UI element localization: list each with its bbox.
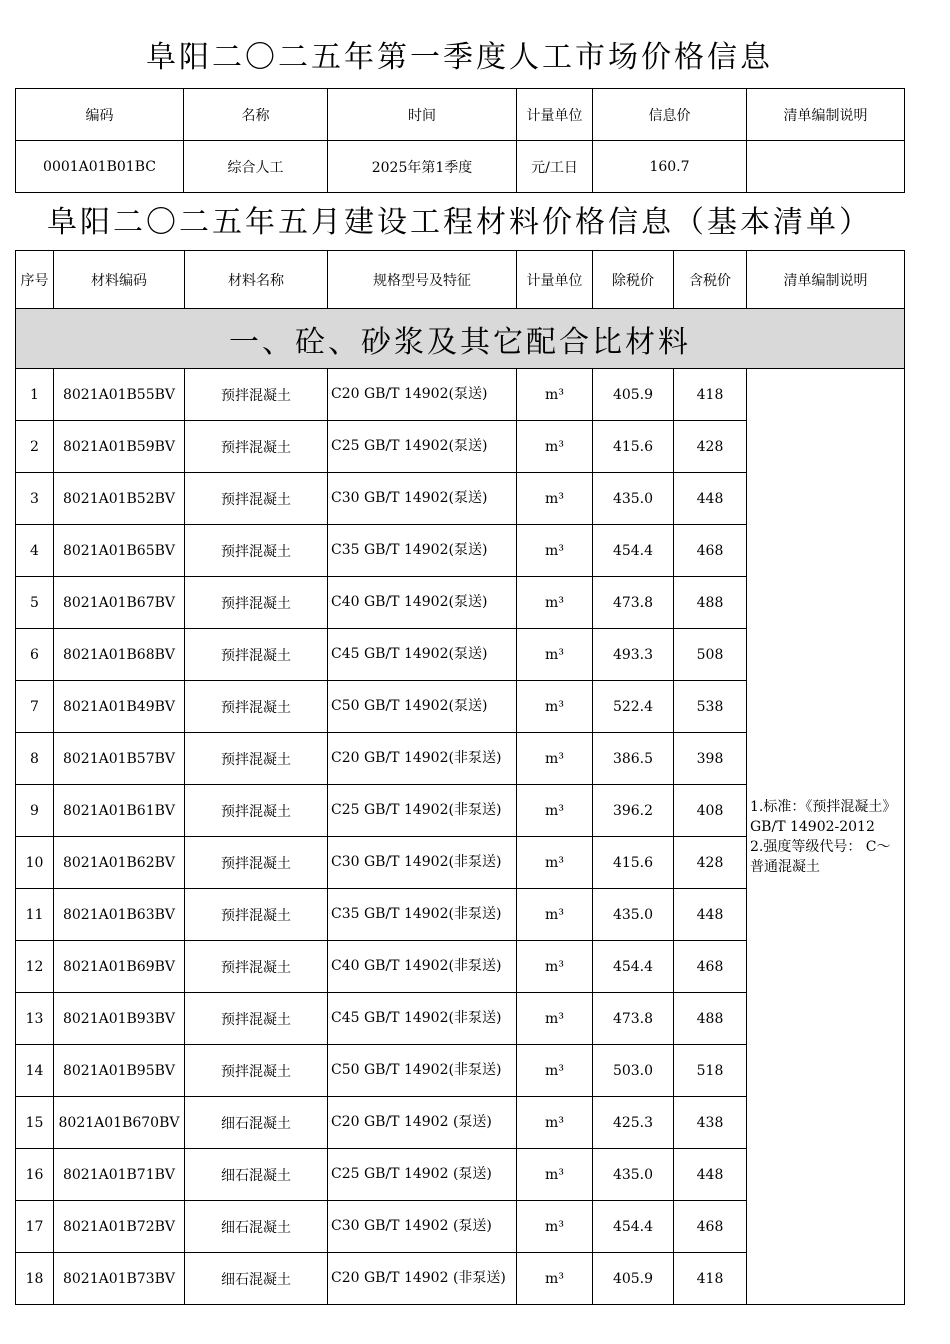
row-code: 8021A01B63BV bbox=[54, 889, 185, 941]
row-price-ex-tax: 415.6 bbox=[593, 421, 674, 473]
row-name: 预拌混凝土 bbox=[185, 889, 328, 941]
row-spec: C35 GB/T 14902(泵送) bbox=[328, 525, 517, 577]
row-spec: C50 GB/T 14902(泵送) bbox=[328, 681, 517, 733]
labor-time: 2025年第1季度 bbox=[328, 141, 517, 193]
row-spec: C20 GB/T 14902(泵送) bbox=[328, 369, 517, 421]
row-seq: 14 bbox=[16, 1045, 54, 1097]
row-spec: C20 GB/T 14902 (泵送) bbox=[328, 1097, 517, 1149]
row-price-inc-tax: 448 bbox=[674, 1149, 747, 1201]
row-name: 预拌混凝土 bbox=[185, 785, 328, 837]
row-code: 8021A01B52BV bbox=[54, 473, 185, 525]
header-spec: 规格型号及特征 bbox=[328, 251, 517, 309]
material-header-row bbox=[16, 251, 905, 309]
row-seq: 9 bbox=[16, 785, 54, 837]
row-unit: m³ bbox=[517, 629, 593, 681]
row-seq: 5 bbox=[16, 577, 54, 629]
section-row bbox=[16, 309, 905, 369]
row-price-ex-tax: 454.4 bbox=[593, 1201, 674, 1253]
row-code: 8021A01B93BV bbox=[54, 993, 185, 1045]
row-code: 8021A01B62BV bbox=[54, 837, 185, 889]
header-code: 编码 bbox=[16, 89, 184, 141]
row-spec: C35 GB/T 14902(非泵送) bbox=[328, 889, 517, 941]
row-seq: 10 bbox=[16, 837, 54, 889]
row-code: 8021A01B72BV bbox=[54, 1201, 185, 1253]
material-note: 1.标准：《预拌混凝土》GB/T 14902-2012 2.强度等级代号： C～普通混凝土 bbox=[747, 369, 905, 1305]
header-unit: 计量单位 bbox=[517, 89, 593, 141]
row-seq: 1 bbox=[16, 369, 54, 421]
row-price-ex-tax: 405.9 bbox=[593, 1253, 674, 1305]
row-spec: C30 GB/T 14902(泵送) bbox=[328, 473, 517, 525]
row-unit: m³ bbox=[517, 785, 593, 837]
row-spec: C50 GB/T 14902(非泵送) bbox=[328, 1045, 517, 1097]
row-name: 预拌混凝土 bbox=[185, 837, 328, 889]
row-unit: m³ bbox=[517, 1149, 593, 1201]
row-unit: m³ bbox=[517, 1201, 593, 1253]
row-price-inc-tax: 448 bbox=[674, 889, 747, 941]
row-price-ex-tax: 435.0 bbox=[593, 473, 674, 525]
labor-header-row bbox=[16, 89, 905, 141]
row-seq: 17 bbox=[16, 1201, 54, 1253]
row-price-inc-tax: 468 bbox=[674, 1201, 747, 1253]
row-code: 8021A01B69BV bbox=[54, 941, 185, 993]
header-info-price: 信息价 bbox=[593, 89, 747, 141]
row-name: 预拌混凝土 bbox=[185, 1045, 328, 1097]
row-code: 8021A01B49BV bbox=[54, 681, 185, 733]
row-spec: C20 GB/T 14902(非泵送) bbox=[328, 733, 517, 785]
row-code: 8021A01B670BV bbox=[54, 1097, 185, 1149]
row-price-ex-tax: 503.0 bbox=[593, 1045, 674, 1097]
row-spec: C25 GB/T 14902(非泵送) bbox=[328, 785, 517, 837]
row-spec: C20 GB/T 14902 (非泵送) bbox=[328, 1253, 517, 1305]
header-note: 清单编制说明 bbox=[747, 89, 905, 141]
row-price-inc-tax: 418 bbox=[674, 369, 747, 421]
row-price-inc-tax: 448 bbox=[674, 473, 747, 525]
row-name: 预拌混凝土 bbox=[185, 993, 328, 1045]
labor-price: 160.7 bbox=[593, 141, 747, 193]
row-unit: m³ bbox=[517, 1045, 593, 1097]
row-name: 细石混凝土 bbox=[185, 1201, 328, 1253]
row-name: 预拌混凝土 bbox=[185, 941, 328, 993]
row-seq: 2 bbox=[16, 421, 54, 473]
row-seq: 8 bbox=[16, 733, 54, 785]
row-price-ex-tax: 454.4 bbox=[593, 941, 674, 993]
row-price-inc-tax: 428 bbox=[674, 421, 747, 473]
labor-code: 0001A01B01BC bbox=[16, 141, 184, 193]
row-price-ex-tax: 522.4 bbox=[593, 681, 674, 733]
row-seq: 13 bbox=[16, 993, 54, 1045]
row-name: 预拌混凝土 bbox=[185, 421, 328, 473]
row-seq: 4 bbox=[16, 525, 54, 577]
row-name: 预拌混凝土 bbox=[185, 733, 328, 785]
row-unit: m³ bbox=[517, 1253, 593, 1305]
row-unit: m³ bbox=[517, 837, 593, 889]
row-price-ex-tax: 425.3 bbox=[593, 1097, 674, 1149]
row-spec: C25 GB/T 14902 (泵送) bbox=[328, 1149, 517, 1201]
header-name: 名称 bbox=[184, 89, 328, 141]
row-price-inc-tax: 508 bbox=[674, 629, 747, 681]
labor-note bbox=[747, 141, 905, 193]
row-seq: 6 bbox=[16, 629, 54, 681]
row-code: 8021A01B95BV bbox=[54, 1045, 185, 1097]
row-price-inc-tax: 468 bbox=[674, 525, 747, 577]
row-code: 8021A01B68BV bbox=[54, 629, 185, 681]
row-unit: m³ bbox=[517, 681, 593, 733]
row-spec: C30 GB/T 14902(非泵送) bbox=[328, 837, 517, 889]
row-seq: 18 bbox=[16, 1253, 54, 1305]
row-name: 预拌混凝土 bbox=[185, 577, 328, 629]
row-unit: m³ bbox=[517, 733, 593, 785]
row-name: 预拌混凝土 bbox=[185, 369, 328, 421]
row-code: 8021A01B59BV bbox=[54, 421, 185, 473]
row-price-ex-tax: 386.5 bbox=[593, 733, 674, 785]
material-price-table bbox=[15, 250, 905, 1305]
header-unit: 计量单位 bbox=[517, 251, 593, 309]
row-unit: m³ bbox=[517, 473, 593, 525]
row-unit: m³ bbox=[517, 525, 593, 577]
row-price-ex-tax: 396.2 bbox=[593, 785, 674, 837]
row-unit: m³ bbox=[517, 993, 593, 1045]
row-spec: C40 GB/T 14902(非泵送) bbox=[328, 941, 517, 993]
row-price-inc-tax: 438 bbox=[674, 1097, 747, 1149]
row-unit: m³ bbox=[517, 1097, 593, 1149]
row-price-ex-tax: 473.8 bbox=[593, 577, 674, 629]
row-seq: 11 bbox=[16, 889, 54, 941]
row-name: 细石混凝土 bbox=[185, 1253, 328, 1305]
row-seq: 3 bbox=[16, 473, 54, 525]
table-row bbox=[16, 369, 905, 421]
labor-price-title: 阜阳二〇二五年第一季度人工市场价格信息 bbox=[146, 40, 773, 75]
row-spec: C45 GB/T 14902(非泵送) bbox=[328, 993, 517, 1045]
row-seq: 15 bbox=[16, 1097, 54, 1149]
row-name: 预拌混凝土 bbox=[185, 473, 328, 525]
row-unit: m³ bbox=[517, 889, 593, 941]
header-price-inc-tax: 含税价 bbox=[674, 251, 747, 309]
header-material-name: 材料名称 bbox=[185, 251, 328, 309]
header-seq: 序号 bbox=[16, 251, 54, 309]
labor-name: 综合人工 bbox=[184, 141, 328, 193]
header-note: 清单编制说明 bbox=[747, 251, 905, 309]
row-price-inc-tax: 538 bbox=[674, 681, 747, 733]
row-price-inc-tax: 418 bbox=[674, 1253, 747, 1305]
row-seq: 16 bbox=[16, 1149, 54, 1201]
row-seq: 12 bbox=[16, 941, 54, 993]
row-code: 8021A01B61BV bbox=[54, 785, 185, 837]
row-unit: m³ bbox=[517, 577, 593, 629]
row-spec: C30 GB/T 14902 (泵送) bbox=[328, 1201, 517, 1253]
row-code: 8021A01B57BV bbox=[54, 733, 185, 785]
header-price-ex-tax: 除税价 bbox=[593, 251, 674, 309]
row-code: 8021A01B73BV bbox=[54, 1253, 185, 1305]
row-price-inc-tax: 488 bbox=[674, 993, 747, 1045]
row-code: 8021A01B55BV bbox=[54, 369, 185, 421]
row-name: 预拌混凝土 bbox=[185, 681, 328, 733]
row-price-ex-tax: 405.9 bbox=[593, 369, 674, 421]
row-name: 预拌混凝土 bbox=[185, 525, 328, 577]
row-spec: C40 GB/T 14902(泵送) bbox=[328, 577, 517, 629]
material-price-title: 阜阳二〇二五年五月建设工程材料价格信息（基本清单） bbox=[47, 205, 872, 240]
row-price-inc-tax: 468 bbox=[674, 941, 747, 993]
row-spec: C25 GB/T 14902(泵送) bbox=[328, 421, 517, 473]
row-price-ex-tax: 493.3 bbox=[593, 629, 674, 681]
row-name: 细石混凝土 bbox=[185, 1097, 328, 1149]
row-price-ex-tax: 435.0 bbox=[593, 889, 674, 941]
row-price-ex-tax: 435.0 bbox=[593, 1149, 674, 1201]
row-price-ex-tax: 454.4 bbox=[593, 525, 674, 577]
row-price-inc-tax: 488 bbox=[674, 577, 747, 629]
row-price-ex-tax: 415.6 bbox=[593, 837, 674, 889]
row-seq: 7 bbox=[16, 681, 54, 733]
header-time: 时间 bbox=[328, 89, 517, 141]
row-price-inc-tax: 398 bbox=[674, 733, 747, 785]
labor-data-row bbox=[16, 141, 905, 193]
row-code: 8021A01B65BV bbox=[54, 525, 185, 577]
section-title: 一、砼、砂浆及其它配合比材料 bbox=[16, 309, 905, 369]
row-name: 预拌混凝土 bbox=[185, 629, 328, 681]
row-unit: m³ bbox=[517, 941, 593, 993]
row-spec: C45 GB/T 14902(泵送) bbox=[328, 629, 517, 681]
labor-unit: 元/工日 bbox=[517, 141, 593, 193]
row-price-ex-tax: 473.8 bbox=[593, 993, 674, 1045]
row-code: 8021A01B67BV bbox=[54, 577, 185, 629]
row-price-inc-tax: 408 bbox=[674, 785, 747, 837]
row-code: 8021A01B71BV bbox=[54, 1149, 185, 1201]
row-unit: m³ bbox=[517, 421, 593, 473]
row-price-inc-tax: 428 bbox=[674, 837, 747, 889]
row-name: 细石混凝土 bbox=[185, 1149, 328, 1201]
row-unit: m³ bbox=[517, 369, 593, 421]
header-material-code: 材料编码 bbox=[54, 251, 185, 309]
labor-price-table bbox=[15, 88, 905, 193]
row-price-inc-tax: 518 bbox=[674, 1045, 747, 1097]
